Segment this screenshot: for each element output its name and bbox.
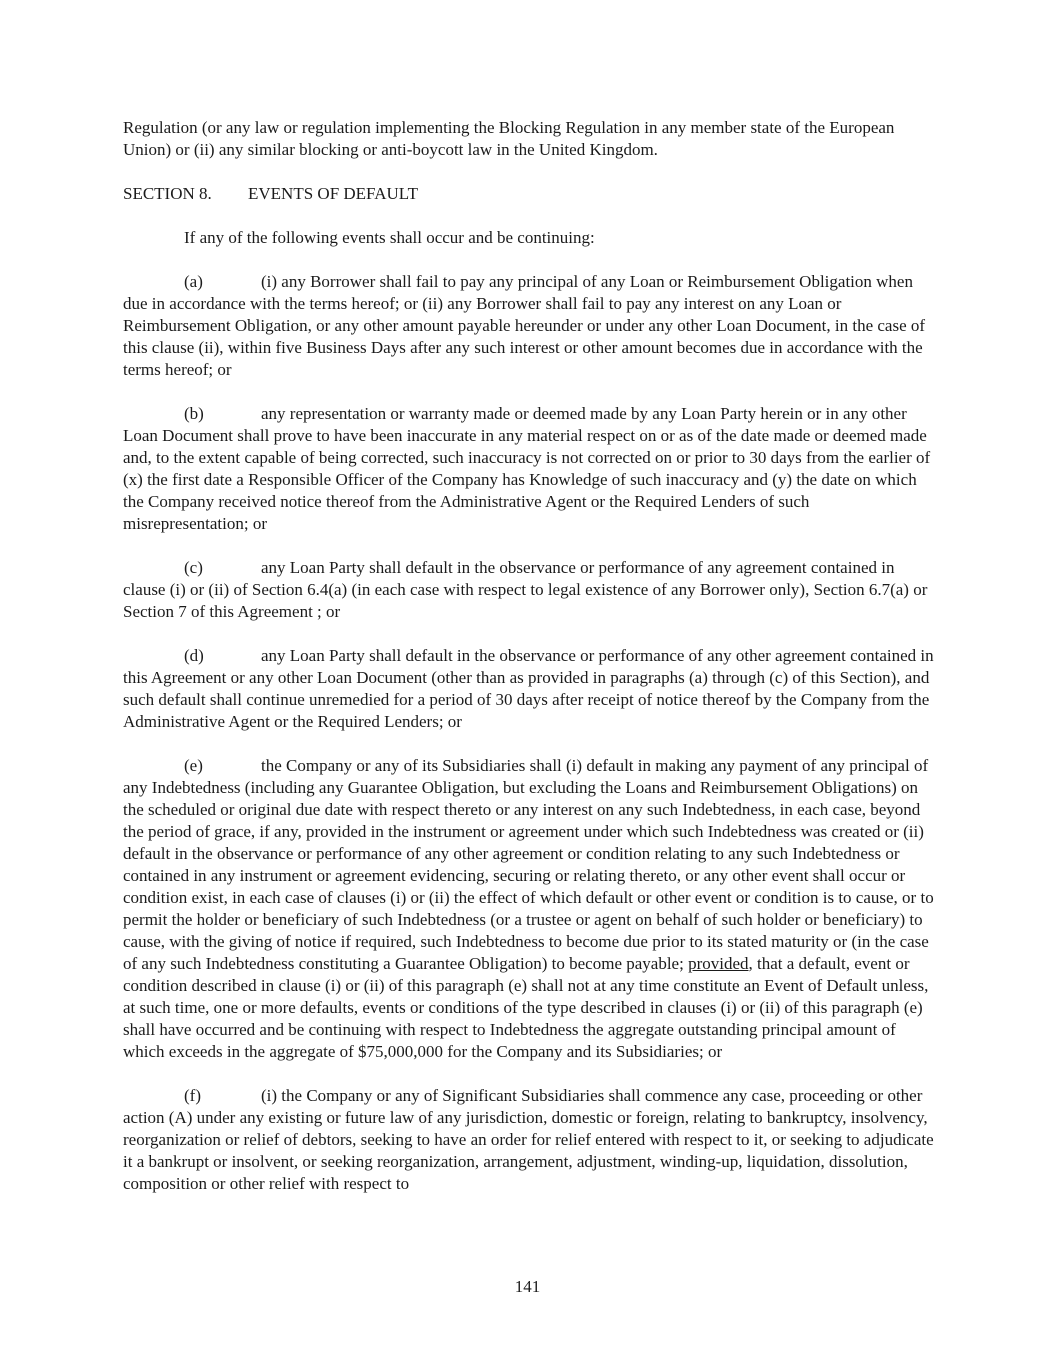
clause-b <box>123 403 935 535</box>
section-heading-number: SECTION 8. <box>123 184 212 203</box>
document-body <box>123 117 935 1217</box>
clause-e <box>123 755 935 1063</box>
clause-c-label: (c) <box>184 558 203 577</box>
continuation-paragraph: Regulation (or any law or regulation implementing the Blocking Regulation in any member state of the European Union) or (ii) any similar blocking or anti-boycott law in the United Kingdom. <box>123 118 895 159</box>
clause-d <box>123 645 935 733</box>
clause-b-label: (b) <box>184 404 204 423</box>
section-heading-title: EVENTS OF DEFAULT <box>248 184 419 203</box>
clause-a-text: (i) any Borrower shall fail to pay any principal of any Loan or Reimbursement Obligation when due in accordance with the terms hereof; or (ii) any Borrower shall fail to pay any interest on any Loan or Reimbursement Obligation, or any other amount payable hereunder or under any other Loan Document, in the case of this clause (ii), within five Business Days after any such interest or other amount becomes due in accordance with the terms hereof; or <box>123 272 926 379</box>
clause-c-text: any Loan Party shall default in the observance or performance of any agreement contained in clause (i) or (ii) of Section 6.4(a) (in each case with respect to legal existence of any Borrower only), Section 6.7(a) or Section 7 of this Agreement ; or <box>123 558 928 621</box>
clause-a-label: (a) <box>184 272 203 291</box>
clause-d-label: (d) <box>184 646 204 665</box>
clause-e-underlined-provided: provided <box>688 954 749 973</box>
page-number: 141 <box>514 1277 541 1296</box>
clause-c <box>123 557 935 623</box>
section-heading <box>123 183 935 205</box>
clause-f-label: (f) <box>184 1086 201 1105</box>
clause-f-text: (i) the Company or any of Significant Subsidiaries shall commence any case, proceeding or other action (A) under any existing or future law of any jurisdiction, domestic or foreign, relating to bankruptcy, insolvency, reorganization or relief of debtors, seeking to have an order for relief entered with respect to it, or seeking to adjudicate it a bankrupt or insolvent, or seeking reorganization, arrangement, adjustment, winding-up, liquidation, dissolution, composition or other relief with respect to <box>123 1086 934 1193</box>
clause-e-text-before: the Company or any of its Subsidiaries shall (i) default in making any payment of any principal of any Indebtedness (including any Guarantee Obligation, but excluding the Loans and Reimbursement Obligations) on the scheduled or original due date with respect thereto or any interest on any such Indebtedness, in each case, beyond the period of grace, if any, provided in the instrument or agreement under which such Indebtedness was created or (ii) default in the observance or performance of any other agreement or condition relating to any such Indebtedness or contained in any instrument or agreement evidencing, securing or relating thereto, or any other event shall occur or condition exist, in each case of clauses (i) or (ii) the effect of which default or other event or condition is to cause, or to permit the holder or beneficiary of such Indebtedness (or a trustee or agent on behalf of such holder or beneficiary) to cause, with the giving of notice if required, such Indebtedness to become due prior to its stated maturity or (in the case of any such Indebtedness constituting a Guarantee Obligation) to become payable; <box>123 756 934 973</box>
clause-e-label: (e) <box>184 756 203 775</box>
clause-a <box>123 271 935 381</box>
clause-d-text: any Loan Party shall default in the observance or performance of any other agreement contained in this Agreement or any other Loan Document (other than as provided in paragraphs (a) through (c) of this Section), and such default shall continue unremedied for a period of 30 days after receipt of notice thereof by the Company from the Administrative Agent or the Required Lenders; or <box>123 646 934 731</box>
intro-paragraph: If any of the following events shall occur and be continuing: <box>184 228 595 247</box>
clause-e-text-after: , that a default, event or condition described in clause (i) or (ii) of this paragraph (e) shall not at any time constitute an Event of Default unless, at such time, one or more defaults, events or conditions of the type described in clauses (i) or (ii) of this paragraph (e) shall have occurred and be continuing with respect to Indebtedness the aggregate outstanding principal amount of which exceeds in the aggregate of $75,000,000 for the Company and its Subsidiaries; or <box>123 954 929 1061</box>
clause-f <box>123 1085 935 1195</box>
clause-b-text: any representation or warranty made or deemed made by any Loan Party herein or in any other Loan Document shall prove to have been inaccurate in any material respect on or as of the date made or deemed made and, to the extent capable of being corrected, such inaccuracy is not corrected on or prior to 30 days from the earlier of (x) the first date a Responsible Officer of the Company has Knowledge of such inaccuracy and (y) the date on which the Company received notice thereof from the Administrative Agent or the Required Lenders of such misrepresentation; or <box>123 404 931 533</box>
